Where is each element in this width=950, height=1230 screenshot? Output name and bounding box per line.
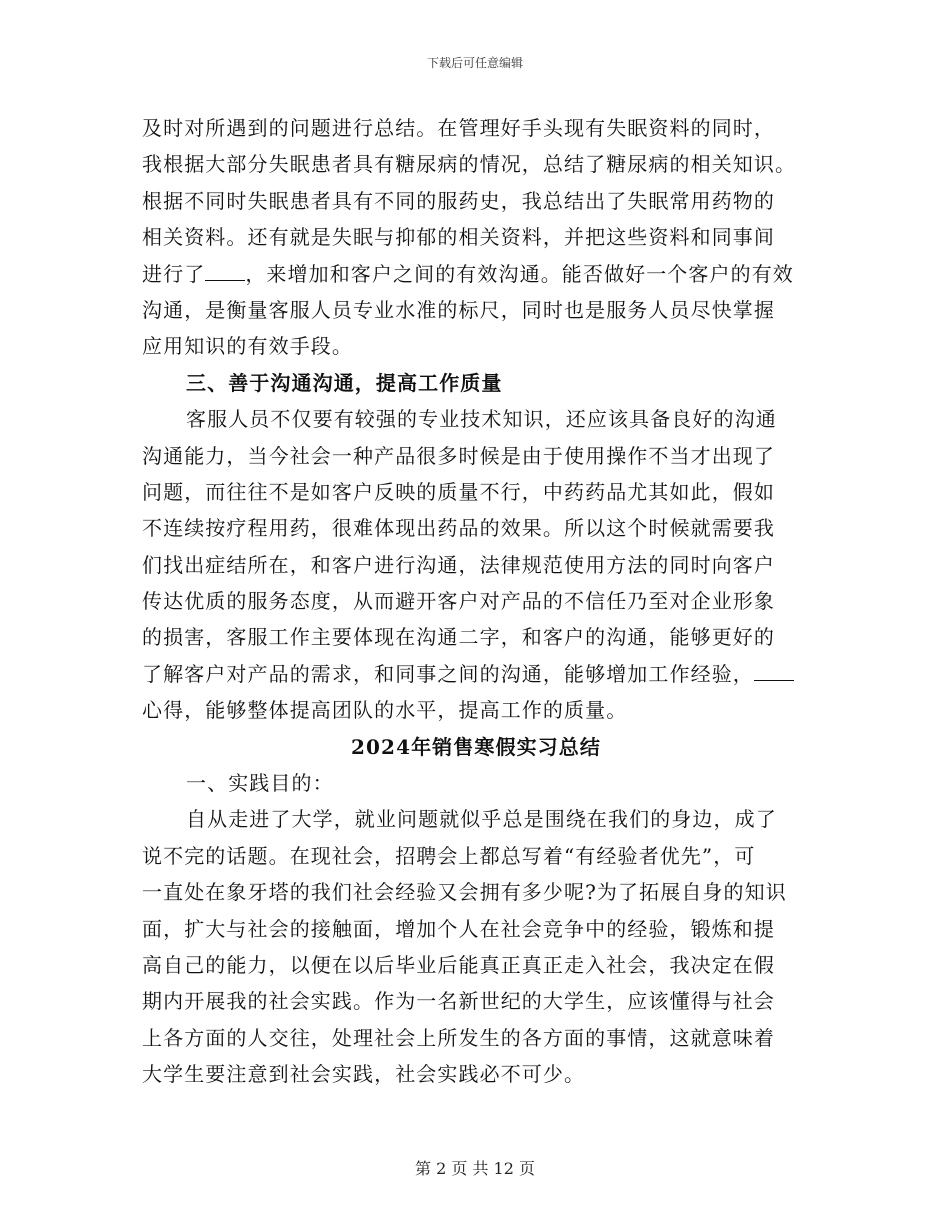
- text-line: 问题，而往往不是如客户反映的质量不行，中药药品尤其如此，假如: [142, 479, 775, 504]
- text-segment: 了解客户对产品的需求，和同事之间的沟通，能够增加工作经验，: [142, 661, 754, 686]
- document-title: 2024年销售寒假实习总结: [351, 734, 601, 759]
- text-line: 客服人员不仅要有较强的专业技术知识，还应该具备良好的沟通: [186, 407, 777, 432]
- text-line: 的损害，客服工作主要体现在沟通二字，和客户的沟通，能够更好的: [142, 625, 775, 650]
- text-line: 面，扩大与社会的接触面，增加个人在社会竞争中的经验，锻炼和提: [142, 916, 775, 941]
- text-line: 我根据大部分失眠患者具有糖尿病的情况，总结了糖尿病的相关知识。: [142, 152, 797, 177]
- text-line: 心得，能够整体提高团队的水平，提高工作的质量。: [142, 698, 628, 723]
- text-segment: ，来增加和客户之间的有效沟通。能否做好一个客户的有效: [245, 261, 794, 286]
- text-line: 沟通能力，当今社会一种产品很多时候是由于使用操作不当才出现了: [142, 443, 775, 468]
- text-line: 一直处在象牙塔的我们社会经验又会拥有多少呢?为了拓展自身的知识: [142, 880, 787, 905]
- text-line: 根据不同时失眠患者具有不同的服药史，我总结出了失眠常用药物的: [142, 188, 775, 213]
- subsection-heading: 一、实践目的：: [186, 771, 334, 796]
- text-line: 大学生要注意到社会实践，社会实践必不可少。: [142, 1062, 586, 1087]
- text-line: 不连续按疗程用药，很难体现出药品的效果。所以这个时候就需要我: [142, 516, 775, 541]
- fill-in-blank: [205, 262, 245, 281]
- text-line: 高自己的能力，以便在以后毕业后能真正真正走入社会，我决定在假: [142, 952, 775, 977]
- text-line: 说不完的话题。在现社会，招聘会上都总写着“有经验者优先”，可: [142, 843, 756, 868]
- text-line: [142, 256, 810, 292]
- fill-in-blank: [754, 662, 794, 681]
- header-note: 下载后可任意编辑: [426, 56, 523, 70]
- text-segment: 进行了: [142, 261, 206, 286]
- text-line: 们找出症结所在，和客户进行沟通，法律规范使用方法的同时向客户: [142, 552, 775, 577]
- text-line: 上各方面的人交往，处理社会上所发生的各方面的事情，这就意味着: [142, 1025, 775, 1050]
- text-line: 期内开展我的社会实践。作为一名新世纪的大学生，应该懂得与社会: [142, 989, 775, 1014]
- text-line: [142, 656, 810, 692]
- text-line: 自从走进了大学，就业问题就似乎总是围绕在我们的身边，成了: [186, 807, 777, 832]
- text-line: 沟通，是衡量客服人员专业水准的标尺，同时也是服务人员尽快掌握: [142, 297, 775, 322]
- document-body: [142, 110, 810, 1093]
- text-line: 应用知识的有效手段。: [142, 334, 353, 359]
- text-line: 传达优质的服务态度，从而避开客户对产品的不信任乃至对企业形象: [142, 589, 775, 614]
- page-number: 第 2 页 共 12 页: [415, 1159, 535, 1178]
- text-line: 相关资料。还有就是失眠与抑郁的相关资料，并把这些资料和同事间: [142, 225, 775, 250]
- section-heading: 三、善于沟通沟通，提高工作质量: [186, 370, 503, 395]
- text-line: 及时对所遇到的问题进行总结。在管理好手头现有失眠资料的同时，: [142, 116, 775, 140]
